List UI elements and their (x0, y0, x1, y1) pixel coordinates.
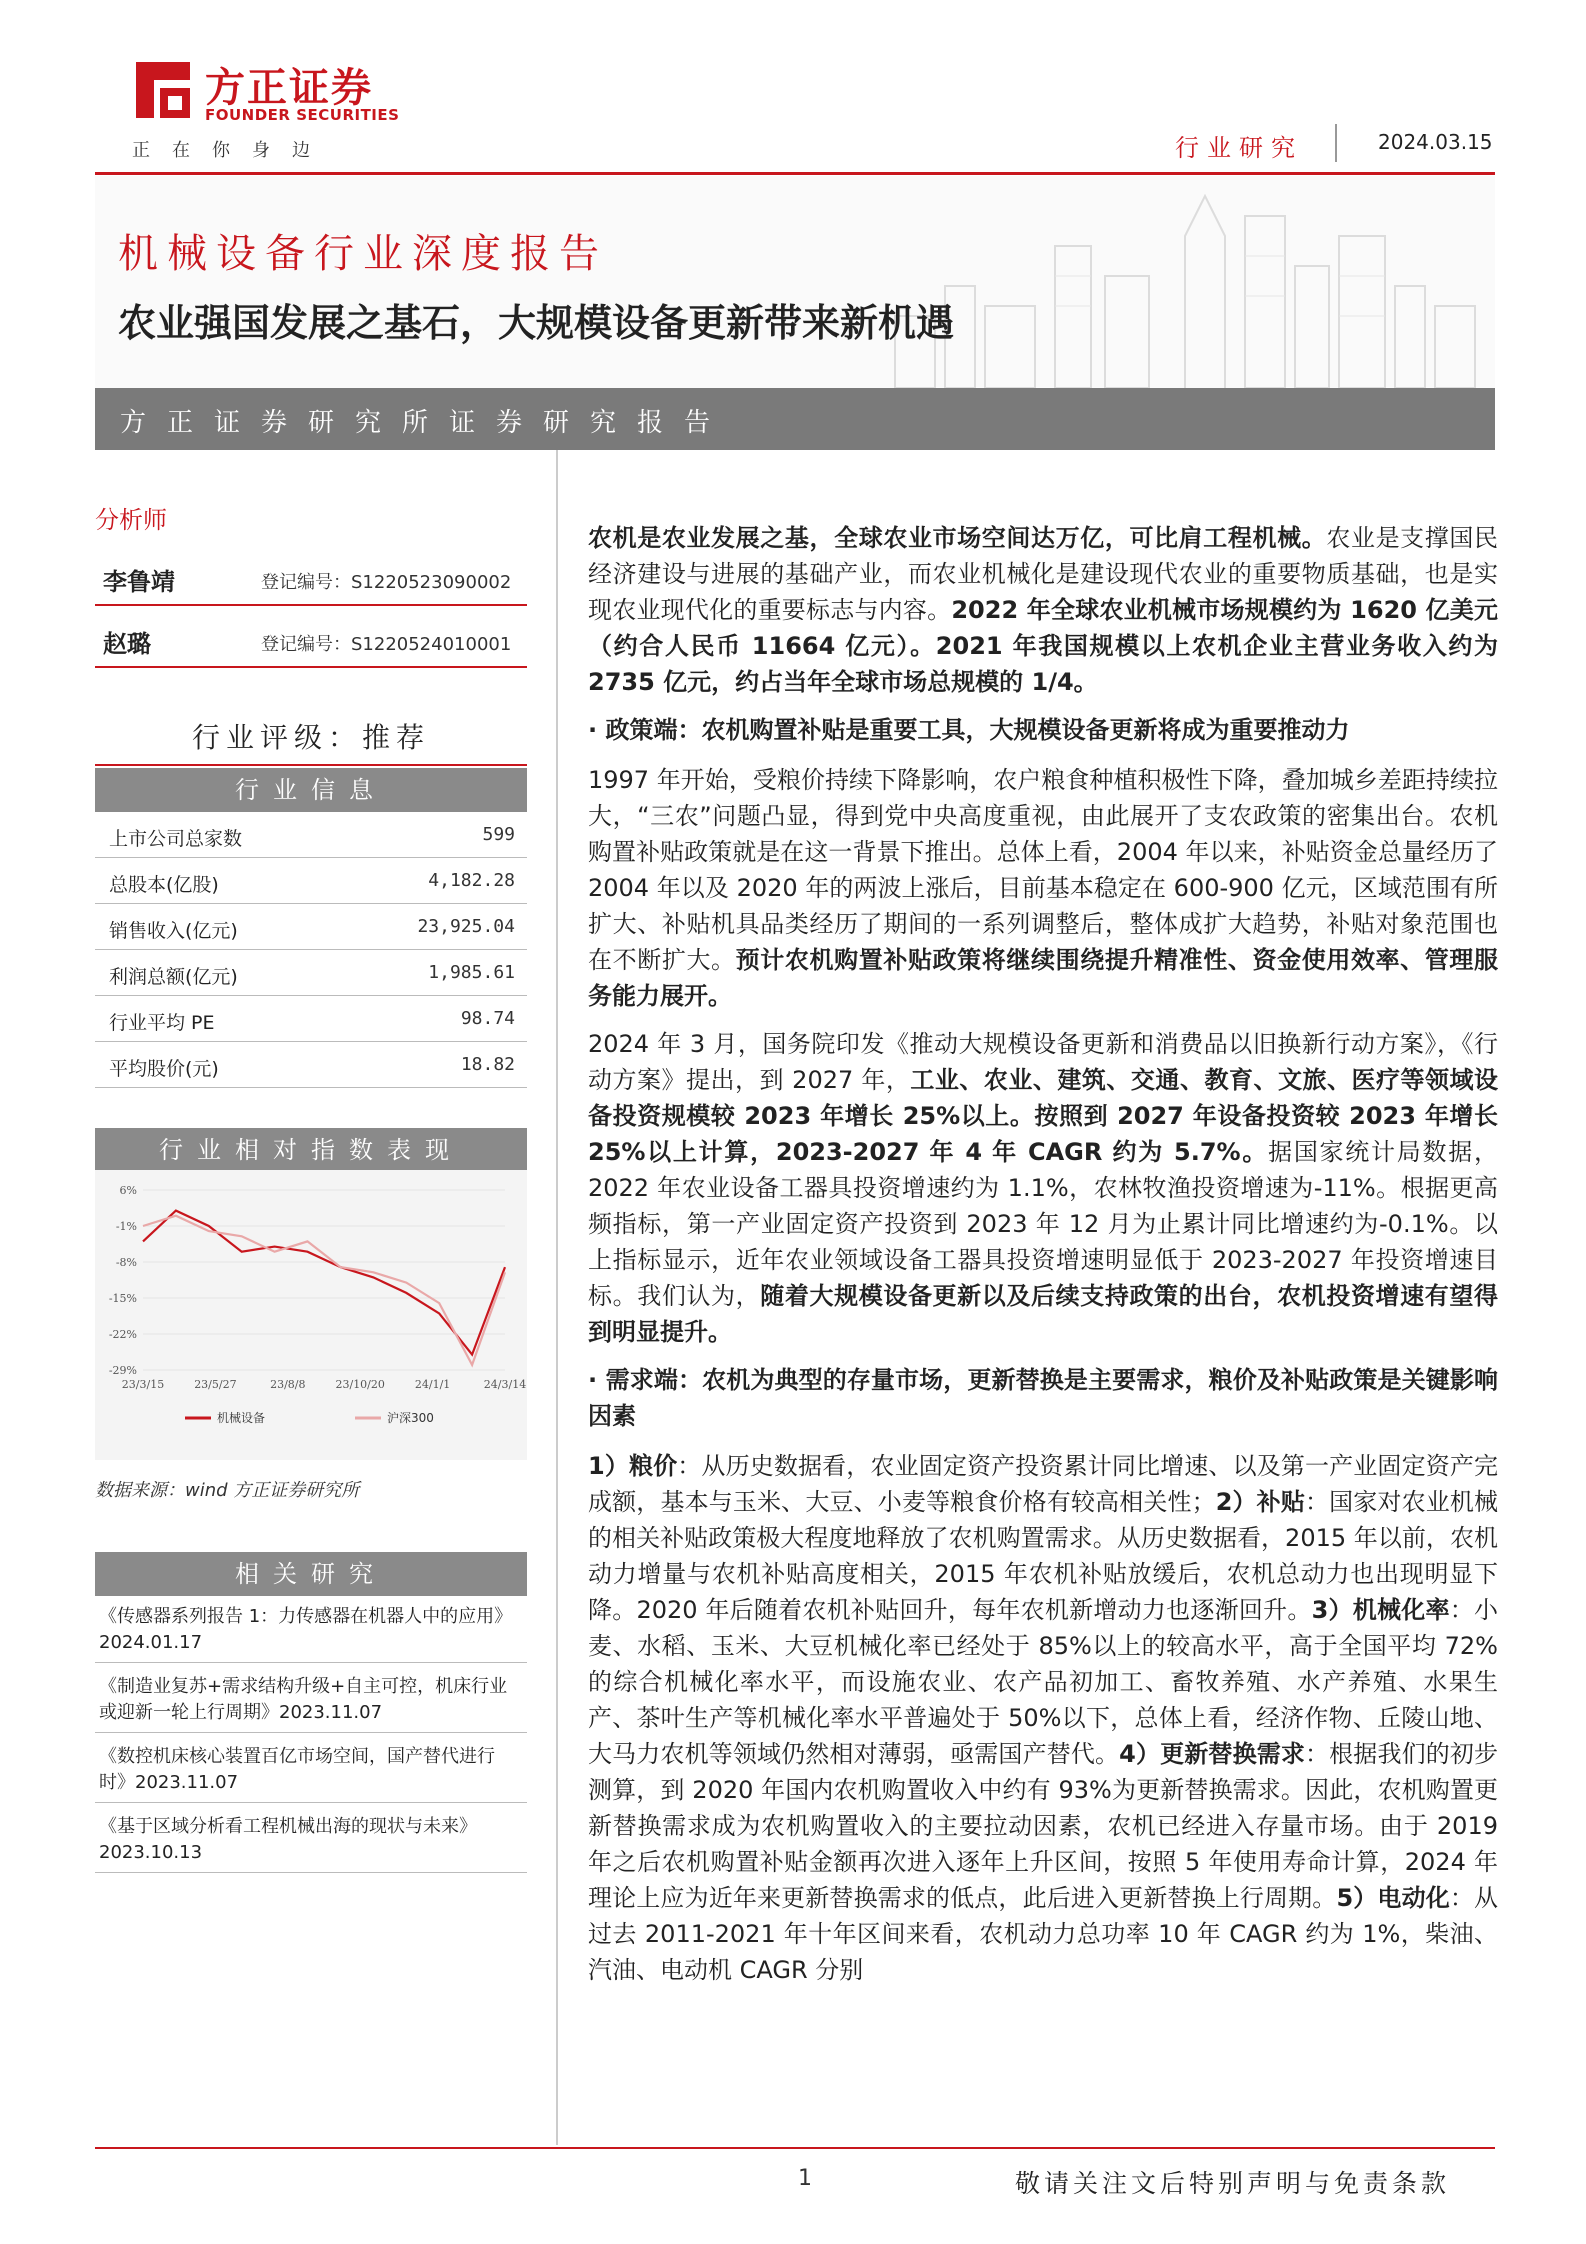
city-skyline-icon (855, 176, 1495, 388)
info-value: 18.82 (460, 1054, 515, 1075)
body-text: ：根据我们的初步测算，到 2020 年国内农机购置收入中约有 93%为更新替换需求。因此，农机购置更新替换需求成为农机购置收入的主要拉动因素，农机已经进入存量市场。由于 2019 年之后农机购置补贴金额再次进入逐年上升区间，按照 5 年使用寿命计算，2024 年理论上应为近年来更新替换需求的低点，此后进入更新替换上行周期。 (588, 1740, 1499, 1912)
research-item[interactable]: 《传感器系列报告 1：力传感器在机器人中的应用》2024.01.17 (95, 1600, 527, 1663)
body-text: 农业是支撑国民经济建设与进展的基础产业，而农业机械化是建设现代农业的重要物质基础，也是实现农业现代化的重要标志与内容。 (588, 524, 1499, 624)
page-number: 1 (798, 2166, 812, 2191)
founder-logo-icon (132, 58, 194, 122)
body-text: ：从历史数据看，农业固定资产投资累计同比增速、以及第一产业固定资产完成额，基本与玉米、大豆、小麦等粮食价格有较高相关性； (588, 1452, 1499, 1516)
y-tick-label: -22% (108, 1328, 137, 1341)
y-tick-label: -8% (115, 1256, 137, 1269)
x-tick-label: 23/3/15 (121, 1378, 165, 1391)
body-text: ：小麦、水稻、玉米、大豆机械化率已经处于 85%以上的较高水平，高于全国平均 72%的综合机械化率水平，而设施农业、农产品初加工、畜牧养殖、水产养殖、水果生产、茶叶生产等机械化率水平普遍处于 50%以下，总体上看，经济作物、丘陵山地、大马力农机等领域仍然相对薄弱，亟需国产替代。 (588, 1596, 1498, 1768)
paragraph (588, 1448, 1498, 1988)
series-line (143, 1216, 505, 1365)
y-tick-label: -29% (108, 1364, 137, 1377)
highlight-text: 5）电动化 (1336, 1884, 1450, 1912)
research-item[interactable]: 《基于区域分析看工程机械出海的现状与未来》2023.10.13 (95, 1810, 527, 1873)
analyst-heading: 分析师 (95, 506, 167, 534)
title-banner (95, 176, 1495, 388)
x-tick-label: 23/5/27 (194, 1378, 237, 1391)
chart-source: 数据来源：wind 方正证券研究所 (95, 1480, 360, 1501)
info-value: 4,182.28 (428, 870, 515, 891)
paragraph (588, 1026, 1498, 1350)
info-label: 行业平均 PE (109, 1012, 215, 1034)
analyst-name: 李鲁靖 (103, 568, 175, 596)
info-label: 利润总额(亿元) (109, 966, 238, 988)
info-value: 23,925.04 (417, 916, 515, 937)
info-value: 98.74 (460, 1008, 515, 1029)
info-label: 销售收入(亿元) (109, 920, 238, 942)
paragraph (588, 520, 1498, 700)
report-category: 行业研究 (1175, 134, 1303, 162)
info-row (95, 858, 527, 904)
research-item[interactable]: 《制造业复苏+需求结构升级+自主可控，机床行业或迎新一轮上行周期》2023.11.07 (95, 1670, 527, 1733)
industry-rating: 行业评级：推荐 (95, 716, 527, 766)
highlight-text: 2022 年全球农业机械市场规模约为 1620 亿美元（约合人民币 11664 亿元）。2021 年我国规模以上农机企业主营业务收入约为 2735 亿元，约占当年全球市场总规模的 1/4。 (588, 596, 1498, 696)
info-row (95, 1042, 527, 1088)
footer-rule (95, 2147, 1495, 2149)
paragraph (588, 762, 1498, 1014)
info-label: 平均股价(元) (109, 1058, 219, 1080)
x-tick-label: 24/1/1 (414, 1378, 451, 1391)
line-chart (95, 1170, 527, 1460)
section-bullet: · 需求端：农机为典型的存量市场，更新替换是主要需求，粮价及补贴政策是关键影响因素 (588, 1366, 1498, 1430)
footer-disclaimer: 敬请关注文后特别声明与免责条款 (1015, 2169, 1451, 2198)
industry-info-header: 行业信息 (95, 768, 527, 812)
y-tick-label: -1% (115, 1220, 137, 1233)
info-value: 599 (482, 824, 515, 845)
info-label: 总股本(亿股) (109, 874, 219, 896)
relative-index-header: 行业相对指数表现 (95, 1128, 527, 1172)
brand-name-en: FOUNDER SECURITIES (205, 106, 400, 124)
body-text: ：国家对农业机械的相关补贴政策极大程度地释放了农机购置需求。从历史数据看，2015 年以前，农机动力增量与农机补贴高度相关，2015 年农机补贴放缓后，农机总动力也出现明显下降。2020 年后随着农机补贴回升，每年农机新增动力也逐渐回升。 (588, 1488, 1499, 1624)
info-row (95, 904, 527, 950)
info-value: 1,985.61 (428, 962, 515, 983)
info-label: 上市公司总家数 (109, 828, 243, 850)
research-item[interactable]: 《数控机床核心装置百亿市场空间，国产替代进行时》2023.11.07 (95, 1740, 527, 1803)
highlight-text: 3）机械化率 (1311, 1596, 1450, 1624)
highlight-text: 1）粮价 (588, 1452, 678, 1480)
legend-label: 沪深300 (387, 1411, 434, 1425)
analyst-row (95, 548, 527, 606)
series-line (143, 1211, 505, 1355)
info-row (95, 996, 527, 1042)
x-tick-label: 23/8/8 (270, 1378, 306, 1391)
highlight-text: 随着大规模设备更新以及后续支持政策的出台，农机投资增速有望得到明显提升。 (588, 1282, 1499, 1346)
report-title: 农业强国发展之基石，大规模设备更新带来新机遇 (118, 301, 955, 345)
highlight-text: 工业、农业、建筑、交通、教育、文旅、医疗等领域设备投资规模较 2023 年增长 25%以上。按照到 2027 年设备投资较 2023 年增长 25%以上计算，2023-2027 年 4 年 CAGR 约为 5.7%。 (588, 1066, 1498, 1166)
body-text: ：从过去 2011-2021 年十年区间来看，农机动力总功率 10 年 CAGR 约为 1%，柴油、汽油、电动机 CAGR 分别 (588, 1884, 1499, 1984)
highlight-text: 2）补贴 (1215, 1488, 1305, 1516)
org-name: 方正证券研究所证券研究报告 (120, 408, 732, 438)
relative-index-chart (95, 1170, 527, 1460)
x-tick-label: 23/10/20 (335, 1378, 385, 1391)
y-tick-label: -15% (108, 1292, 137, 1305)
highlight-text: 农机是农业发展之基，全球农业市场空间达万亿，可比肩工程机械。 (588, 524, 1327, 552)
info-row (95, 812, 527, 858)
header-divider (1335, 124, 1337, 162)
brand-slogan: 正在你身边 (132, 140, 332, 161)
highlight-text: 预计农机购置补贴政策将继续围绕提升精准性、资金使用效率、管理服务能力展开。 (588, 946, 1499, 1010)
header-rule (95, 172, 1495, 175)
brand-name-cn: 方正证券 (205, 65, 373, 111)
report-type: 机械设备行业深度报告 (118, 231, 608, 277)
report-date: 2024.03.15 (1378, 130, 1493, 154)
body-text: 1997 年开始，受粮价持续下降影响，农户粮食种植积极性下降，叠加城乡差距持续拉大，“三农”问题凸显，得到党中央高度重视，由此展开了支农政策的密集出台。农机购置补贴政策就是在这一背景下推出。总体上看，2004 年以来，补贴资金总量经历了 2004 年以及 2020 年的两波上涨后，目前基本稳定在 600-900 亿元，区域范围有所扩大、补贴机具品类经历了期间的一系列调整后，整体成扩大趋势，补贴对象范围也在不断扩大。 (588, 766, 1498, 974)
body-text: 2024 年 3 月，国务院印发《推动大规模设备更新和消费品以旧换新行动方案》，《行动方案》提出，到 2027 年， (588, 1030, 1498, 1094)
analyst-reg: 登记编号：S1220524010001 (261, 634, 512, 655)
highlight-text: 4）更新替换需求 (1119, 1740, 1306, 1768)
analyst-name: 赵璐 (103, 630, 151, 658)
analyst-row (95, 610, 527, 668)
info-row (95, 950, 527, 996)
y-tick-label: 6% (119, 1184, 137, 1197)
legend-label: 机械设备 (217, 1411, 266, 1425)
analyst-reg: 登记编号：S1220523090002 (261, 572, 512, 593)
report-body (588, 520, 1498, 2000)
x-tick-label: 24/3/14 (483, 1378, 527, 1391)
column-divider (556, 450, 558, 2145)
section-bullet: · 政策端：农机购置补贴是重要工具，大规模设备更新将成为重要推动力 (588, 716, 1350, 744)
body-text: 据国家统计局数据，2022 年农业设备工器具投资增速约为 1.1%，农林牧渔投资增速为-11%。根据更高频指标，第一产业固定资产投资到 2023 年 12 月为止累计同比增速约为-0.1%。以上指标显示，近年农业领域设备工器具投资增速明显低于 2023-2027 年投资增速目标。我们认为， (588, 1138, 1498, 1310)
related-research-header: 相关研究 (95, 1552, 527, 1596)
